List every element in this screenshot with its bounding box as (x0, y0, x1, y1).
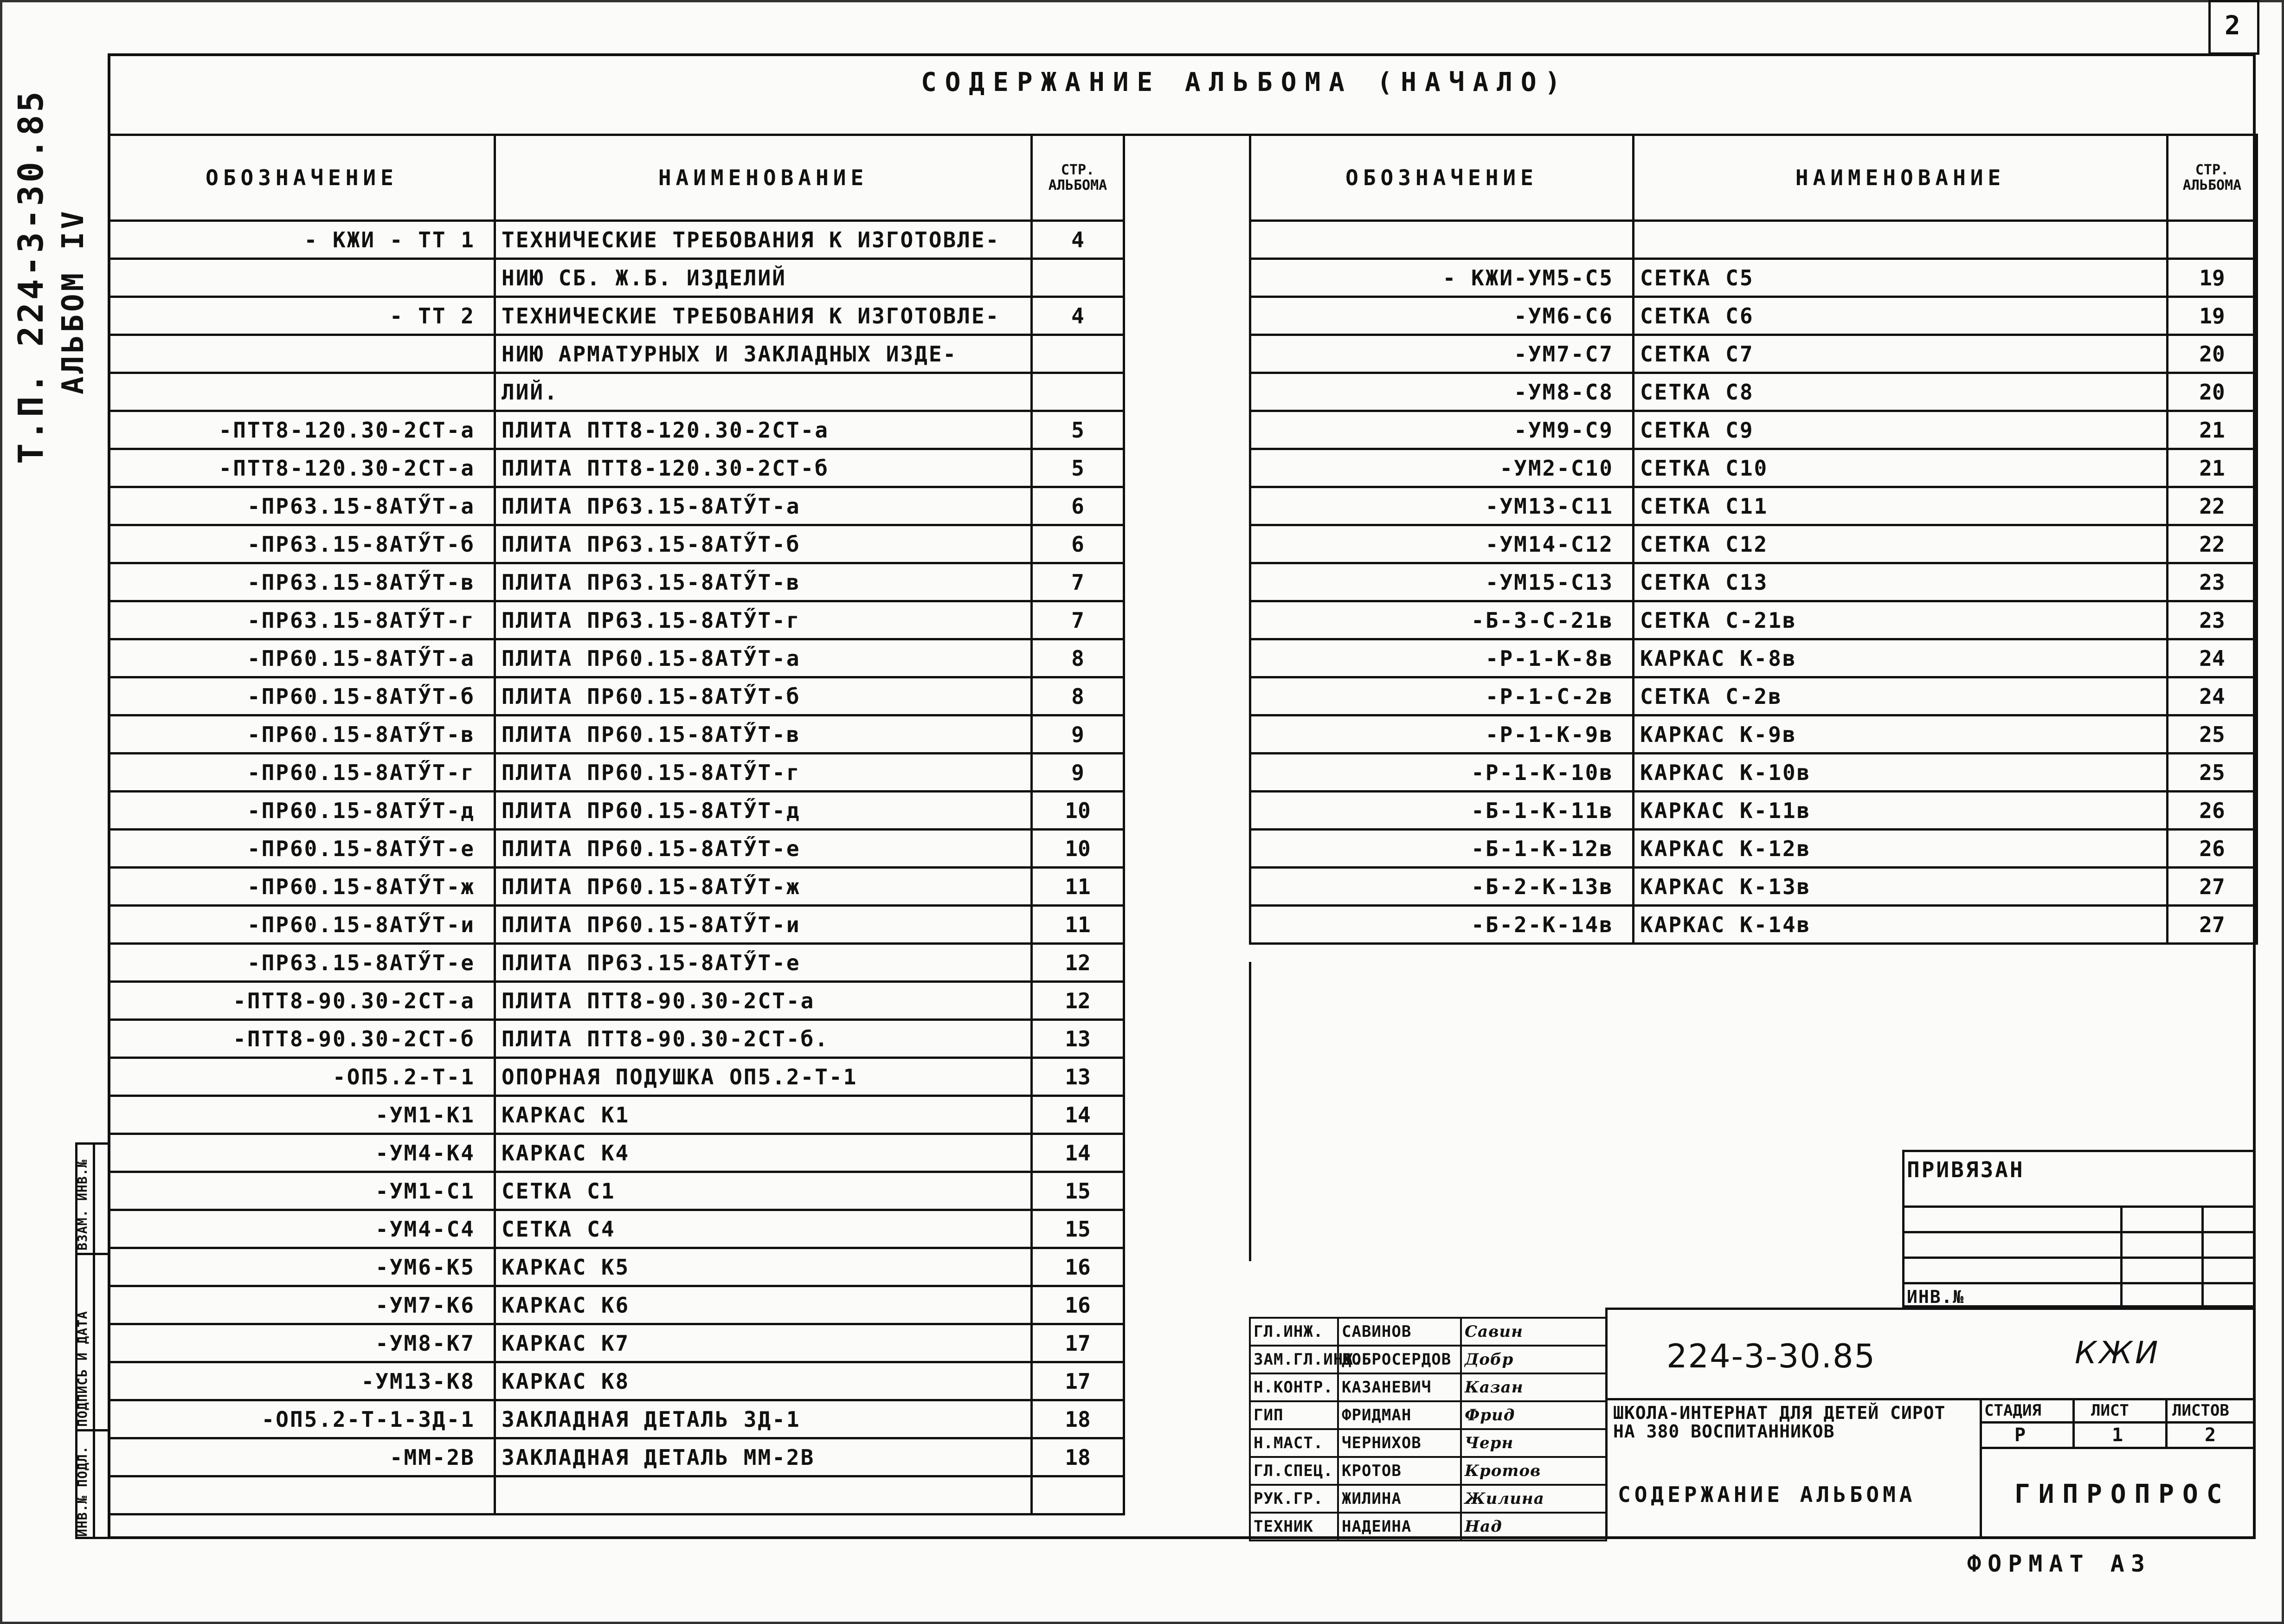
name-cell: КАРКАС К-11в (1634, 792, 2168, 830)
table-row (109, 601, 1124, 639)
page-cell: 23 (2168, 563, 2257, 601)
stamp-role: ГЛ.ИНЖ. (1250, 1318, 1338, 1346)
contents-table-left (108, 134, 1125, 1515)
table-row (1250, 373, 2257, 411)
page-cell: 12 (1032, 982, 1124, 1020)
table-row (1250, 221, 2257, 259)
name-cell: КАРКАС К1 (495, 1096, 1032, 1134)
page-cell: 11 (1032, 868, 1124, 906)
signature: Савин (1461, 1318, 1606, 1346)
name-cell: ПЛИТА ПТТ8-120.30-2СТ-а (495, 411, 1032, 449)
name-cell: СЕТКА С6 (1634, 297, 2168, 335)
stamp-role: РУК.ГР. (1250, 1485, 1338, 1513)
stamp-person: ЧЕРНИХОВ (1338, 1429, 1461, 1457)
page-cell: 8 (1032, 677, 1124, 715)
name-cell: КАРКАС К-9в (1634, 715, 2168, 754)
designation-cell (109, 335, 495, 373)
designation-cell: -ОП5.2-Т-1 (109, 1058, 495, 1096)
table-row (109, 944, 1124, 982)
sheets-value: 2 (2205, 1424, 2219, 1446)
page-cell: 10 (1032, 830, 1124, 868)
page-cell: 4 (1032, 297, 1124, 335)
table-row (109, 715, 1124, 754)
designation-cell: -ПР60.15-8АТӲТ-ж (109, 868, 495, 906)
table-row (109, 639, 1124, 677)
table-row (109, 525, 1124, 563)
designation-cell (109, 373, 495, 411)
stamp-person: ДОБРОСЕРДОВ (1338, 1346, 1461, 1373)
table-row (109, 1324, 1124, 1362)
stamp-roles (1249, 1317, 1607, 1541)
stage-value: Р (2014, 1424, 2029, 1446)
page-cell (1032, 373, 1124, 411)
designation-cell: -УМ8-С8 (1250, 373, 1634, 411)
header-name: НАИМЕНОВАНИЕ (495, 135, 1032, 221)
signature: Черн (1461, 1429, 1606, 1457)
designation-cell: -ПР60.15-8АТӲТ-б (109, 677, 495, 715)
name-cell (495, 1476, 1032, 1514)
stamp-role: ГЛ.СПЕЦ. (1250, 1457, 1338, 1485)
name-cell: СЕТКА С5 (1634, 259, 2168, 297)
table-row (109, 1400, 1124, 1438)
designation-cell: -ПР63.15-8АТӲТ-г (109, 601, 495, 639)
designation-cell: -УМ14-С12 (1250, 525, 1634, 563)
stamp-code: 224-3-30.85 (1666, 1337, 1876, 1375)
page-cell: 15 (1032, 1172, 1124, 1210)
signature: Фрид (1461, 1401, 1606, 1429)
sheet-number: 2 (2225, 11, 2243, 41)
table-row (109, 1134, 1124, 1172)
page-cell: 19 (2168, 259, 2257, 297)
page-cell: 26 (2168, 792, 2257, 830)
table-row (109, 677, 1124, 715)
page-cell: 11 (1032, 906, 1124, 944)
designation-cell: -УМ1-К1 (109, 1096, 495, 1134)
name-cell: ПЛИТА ПР60.15-8АТӲТ-а (495, 639, 1032, 677)
name-cell: СЕТКА С-21в (1634, 601, 2168, 639)
designation-cell: -Р-1-К-10в (1250, 754, 1634, 792)
page-cell: 5 (1032, 411, 1124, 449)
name-cell: ЗАКЛАДНАЯ ДЕТАЛЬ ЗД-1 (495, 1400, 1032, 1438)
name-cell: ПЛИТА ПР60.15-8АТӲТ-в (495, 715, 1032, 754)
page-cell (1032, 259, 1124, 297)
table-row (1250, 677, 2257, 715)
designation-cell: -Р-1-К-8в (1250, 639, 1634, 677)
sheet-value: 1 (2112, 1424, 2126, 1446)
page-cell: 19 (2168, 297, 2257, 335)
table-row (109, 1210, 1124, 1248)
page-cell (1032, 335, 1124, 373)
inv-label: ИНВ.№ (1907, 1287, 1965, 1307)
designation-cell: -ПТТ8-90.30-2СТ-б (109, 1020, 495, 1058)
stamp-role: Н.КОНТР. (1250, 1373, 1338, 1401)
table-row (109, 259, 1124, 297)
table-row (1250, 906, 2257, 944)
table-row (109, 411, 1124, 449)
designation-cell: -ПР60.15-8АТӲТ-г (109, 754, 495, 792)
page-cell: 21 (2168, 449, 2257, 487)
name-cell: КАРКАС К6 (495, 1286, 1032, 1324)
table-row (109, 1362, 1124, 1400)
name-cell: СЕТКА С10 (1634, 449, 2168, 487)
page-cell: 17 (1032, 1362, 1124, 1400)
page-cell: 22 (2168, 487, 2257, 525)
table-row (1250, 411, 2257, 449)
side-label-inv: ИНВ.№ ПОДЛ. (75, 1445, 90, 1537)
page-cell: 9 (1032, 715, 1124, 754)
designation-cell: -Б-1-К-12в (1250, 830, 1634, 868)
table-row (109, 754, 1124, 792)
page-cell: 13 (1032, 1058, 1124, 1096)
stamp-person: КАЗАНЕВИЧ (1338, 1373, 1461, 1401)
table-row (109, 792, 1124, 830)
name-cell: КАРКАС К-13в (1634, 868, 2168, 906)
table-row (1250, 639, 2257, 677)
table-row (109, 906, 1124, 944)
table-row (109, 1058, 1124, 1096)
name-cell: ПЛИТА ПР63.15-8АТӲТ-а (495, 487, 1032, 525)
designation-cell: -ПР60.15-8АТӲТ-д (109, 792, 495, 830)
name-cell: СЕТКА С9 (1634, 411, 2168, 449)
page-cell: 14 (1032, 1096, 1124, 1134)
page-cell: 9 (1032, 754, 1124, 792)
stamp-person: НАДЕИНА (1338, 1513, 1461, 1540)
name-cell: ПЛИТА ПР63.15-8АТӲТ-г (495, 601, 1032, 639)
name-cell: КАРКАС К7 (495, 1324, 1032, 1362)
name-cell: ПЛИТА ПТТ8-90.30-2СТ-б. (495, 1020, 1032, 1058)
designation-cell: - ТТ 2 (109, 297, 495, 335)
album-code: Т.П. 224-3-30.85 (11, 89, 51, 464)
name-cell: ПЛИТА ПР60.15-8АТӲТ-и (495, 906, 1032, 944)
table-row (1250, 792, 2257, 830)
signature: Добр (1461, 1346, 1606, 1373)
designation-cell: -УМ8-К7 (109, 1324, 495, 1362)
table-row (1250, 830, 2257, 868)
name-cell: КАРКАС К-14в (1634, 906, 2168, 944)
page-cell: 10 (1032, 792, 1124, 830)
designation-cell: -УМ2-С10 (1250, 449, 1634, 487)
name-cell: ЗАКЛАДНАЯ ДЕТАЛЬ ММ-2В (495, 1438, 1032, 1476)
page-cell: 18 (1032, 1400, 1124, 1438)
designation-cell: -УМ6-С6 (1250, 297, 1634, 335)
name-cell: ЛИЙ. (495, 373, 1032, 411)
page-cell: 13 (1032, 1020, 1124, 1058)
designation-cell: -ПР63.15-8АТӲТ-е (109, 944, 495, 982)
page-cell: 27 (2168, 868, 2257, 906)
name-cell: СЕТКА С13 (1634, 563, 2168, 601)
page-cell: 25 (2168, 715, 2257, 754)
page-cell: 16 (1032, 1286, 1124, 1324)
table-row (109, 297, 1124, 335)
designation-cell: -УМ6-К5 (109, 1248, 495, 1286)
stamp-person: ФРИДМАН (1338, 1401, 1461, 1429)
page-cell: 24 (2168, 639, 2257, 677)
page-cell: 8 (1032, 639, 1124, 677)
table-row (109, 868, 1124, 906)
table-row (109, 1248, 1124, 1286)
table-row (1250, 868, 2257, 906)
page-cell (2168, 221, 2257, 259)
page-cell: 15 (1032, 1210, 1124, 1248)
stamp-role-row (1250, 1318, 1606, 1346)
name-cell: ТЕХНИЧЕСКИЕ ТРЕБОВАНИЯ К ИЗГОТОВЛЕ- (495, 221, 1032, 259)
table-row (1250, 335, 2257, 373)
designation-cell: -УМ13-С11 (1250, 487, 1634, 525)
table-row (109, 487, 1124, 525)
side-label-replace: ВЗАМ. ИНВ.№ (75, 1159, 90, 1250)
page-cell: 20 (2168, 335, 2257, 373)
designation-cell: -ПР63.15-8АТӲТ-в (109, 563, 495, 601)
stamp-role: Н.МАСТ. (1250, 1429, 1338, 1457)
sheet-label: ЛИСТ (2091, 1401, 2129, 1420)
signature: Кротов (1461, 1457, 1606, 1485)
table-row (109, 1020, 1124, 1058)
designation-cell: -УМ4-К4 (109, 1134, 495, 1172)
table-row (1250, 715, 2257, 754)
table-row (109, 221, 1124, 259)
name-cell: КАРКАС К5 (495, 1248, 1032, 1286)
designation-cell: -УМ1-С1 (109, 1172, 495, 1210)
table-row (1250, 259, 2257, 297)
table-row (1250, 487, 2257, 525)
page-cell: 24 (2168, 677, 2257, 715)
page-cell: 14 (1032, 1134, 1124, 1172)
table-row (1250, 449, 2257, 487)
table-row (1250, 563, 2257, 601)
page-cell: 20 (2168, 373, 2257, 411)
designation-cell: -УМ7-С7 (1250, 335, 1634, 373)
page-cell: 18 (1032, 1438, 1124, 1476)
stamp-role-row (1250, 1485, 1606, 1513)
stamp-sheet-title: СОДЕРЖАНИЕ АЛЬБОМА (1618, 1482, 1916, 1507)
stamp-person: ЖИЛИНА (1338, 1485, 1461, 1513)
stamp-role-row (1250, 1401, 1606, 1429)
page-cell: 6 (1032, 525, 1124, 563)
table-row (109, 449, 1124, 487)
album-volume: АЛЬБОМ IV (56, 208, 90, 394)
name-cell (1634, 221, 2168, 259)
designation-cell: -ПТТ8-120.30-2СТ-а (109, 411, 495, 449)
name-cell: ПЛИТА ПР60.15-8АТӲТ-г (495, 754, 1032, 792)
page-cell: 17 (1032, 1324, 1124, 1362)
name-cell: КАРКАС К-8в (1634, 639, 2168, 677)
designation-cell: -ММ-2В (109, 1438, 495, 1476)
format-label: ФОРМАТ А3 (1967, 1550, 2151, 1577)
page-cell: 4 (1032, 221, 1124, 259)
stamp-person: САВИНОВ (1338, 1318, 1461, 1346)
table-row (109, 830, 1124, 868)
name-cell: ПЛИТА ПР60.15-8АТӲТ-б (495, 677, 1032, 715)
designation-cell: -Б-3-С-21в (1250, 601, 1634, 639)
name-cell: НИЮ СБ. Ж.Б. ИЗДЕЛИЙ (495, 259, 1032, 297)
name-cell: ПЛИТА ПР60.15-8АТӲТ-д (495, 792, 1032, 830)
name-cell: КАРКАС К-12в (1634, 830, 2168, 868)
name-cell: СЕТКА С12 (1634, 525, 2168, 563)
designation-cell: -ПР60.15-8АТӲТ-и (109, 906, 495, 944)
privyazan-block (1902, 1150, 2256, 1308)
stamp-role-row (1250, 1513, 1606, 1540)
table-row (109, 1476, 1124, 1514)
privyazan-label: ПРИВЯЗАН (1907, 1157, 2025, 1182)
designation-cell: -ПР60.15-8АТӲТ-а (109, 639, 495, 677)
title-block (1249, 1308, 2256, 1539)
signature: Над (1461, 1513, 1606, 1540)
header-name-right: НАИМЕНОВАНИЕ (1634, 135, 2168, 221)
table-row (109, 373, 1124, 411)
page-cell: 5 (1032, 449, 1124, 487)
page-cell: 7 (1032, 563, 1124, 601)
designation-cell: -ПР60.15-8АТӲТ-е (109, 830, 495, 868)
name-cell: ПЛИТА ПР60.15-8АТӲТ-ж (495, 868, 1032, 906)
name-cell: СЕТКА С-2в (1634, 677, 2168, 715)
table-row (109, 982, 1124, 1020)
header-designation: ОБОЗНАЧЕНИЕ (109, 135, 495, 221)
page-cell: 22 (2168, 525, 2257, 563)
page-cell: 27 (2168, 906, 2257, 944)
page-cell: 12 (1032, 944, 1124, 982)
name-cell: НИЮ АРМАТУРНЫХ И ЗАКЛАДНЫХ ИЗДЕ- (495, 335, 1032, 373)
designation-cell: -Р-1-С-2в (1250, 677, 1634, 715)
header-page-right: СТР. АЛЬБОМА (2168, 135, 2257, 221)
page-cell: 16 (1032, 1248, 1124, 1286)
stamp-mark: КЖИ (2075, 1335, 2161, 1371)
name-cell: СЕТКА С7 (1634, 335, 2168, 373)
name-cell: СЕТКА С11 (1634, 487, 2168, 525)
designation-cell: - КЖИ-УМ5-С5 (1250, 259, 1634, 297)
name-cell: ПЛИТА ПТТ8-90.30-2СТ-а (495, 982, 1032, 1020)
designation-cell: -Б-2-К-14в (1250, 906, 1634, 944)
name-cell: ПЛИТА ПТТ8-120.30-2СТ-б (495, 449, 1032, 487)
designation-cell: - КЖИ - ТТ 1 (109, 221, 495, 259)
side-label-sign: ПОДПИСЬ И ДАТА (75, 1310, 90, 1427)
designation-cell (1250, 221, 1634, 259)
page-title: СОДЕРЖАНИЕ АЛЬБОМА (НАЧАЛО) (921, 67, 1569, 97)
name-cell: ПЛИТА ПР60.15-8АТӲТ-е (495, 830, 1032, 868)
stamp-role: ГИП (1250, 1401, 1338, 1429)
name-cell: КАРКАС К4 (495, 1134, 1032, 1172)
designation-cell: -ПР60.15-8АТӲТ-в (109, 715, 495, 754)
designation-cell: -УМ15-С13 (1250, 563, 1634, 601)
table-row (1250, 525, 2257, 563)
designation-cell (109, 1476, 495, 1514)
designation-cell: -УМ13-К8 (109, 1362, 495, 1400)
signature: Жилина (1461, 1485, 1606, 1513)
designation-cell: -ПТТ8-120.30-2СТ-а (109, 449, 495, 487)
name-cell: ПЛИТА ПР63.15-8АТӲТ-б (495, 525, 1032, 563)
table-row (1250, 297, 2257, 335)
contents-table-right (1249, 134, 2258, 945)
sheets-label: ЛИСТОВ (2172, 1401, 2229, 1420)
page-cell: 6 (1032, 487, 1124, 525)
name-cell: ТЕХНИЧЕСКИЕ ТРЕБОВАНИЯ К ИЗГОТОВЛЕ- (495, 297, 1032, 335)
table-row (1250, 601, 2257, 639)
designation-cell: -УМ7-К6 (109, 1286, 495, 1324)
name-cell: ОПОРНАЯ ПОДУШКА ОП5.2-Т-1 (495, 1058, 1032, 1096)
name-cell: СЕТКА С8 (1634, 373, 2168, 411)
name-cell: ПЛИТА ПР63.15-8АТӲТ-в (495, 563, 1032, 601)
table-row (109, 563, 1124, 601)
table-row (109, 1286, 1124, 1324)
table-row (109, 1172, 1124, 1210)
designation-cell: -УМ4-С4 (109, 1210, 495, 1248)
page-cell: 21 (2168, 411, 2257, 449)
stamp-org: ГИПРОПРОС (2014, 1479, 2231, 1509)
stamp-role-row (1250, 1457, 1606, 1485)
name-cell: ПЛИТА ПР63.15-8АТӲТ-е (495, 944, 1032, 982)
stamp-role: ТЕХНИК (1250, 1513, 1338, 1540)
designation-cell: -ОП5.2-Т-1-ЗД-1 (109, 1400, 495, 1438)
name-cell: СЕТКА С1 (495, 1172, 1032, 1210)
page-cell: 25 (2168, 754, 2257, 792)
table-row (109, 335, 1124, 373)
table-row (109, 1438, 1124, 1476)
stamp-role-row (1250, 1346, 1606, 1373)
designation-cell: -ПТТ8-90.30-2СТ-а (109, 982, 495, 1020)
designation-cell: -Б-1-К-11в (1250, 792, 1634, 830)
header-page: СТР. АЛЬБОМА (1032, 135, 1124, 221)
page-cell (1032, 1476, 1124, 1514)
page-cell: 7 (1032, 601, 1124, 639)
designation-cell: -ПР63.15-8АТӲТ-а (109, 487, 495, 525)
header-designation-right: ОБОЗНАЧЕНИЕ (1250, 135, 1634, 221)
designation-cell (109, 259, 495, 297)
page-cell: 23 (2168, 601, 2257, 639)
table-row (109, 1096, 1124, 1134)
designation-cell: -Р-1-К-9в (1250, 715, 1634, 754)
name-cell: КАРКАС К-10в (1634, 754, 2168, 792)
designation-cell: -ПР63.15-8АТӲТ-б (109, 525, 495, 563)
designation-cell: -УМ9-С9 (1250, 411, 1634, 449)
page-cell: 26 (2168, 830, 2257, 868)
stamp-role-row (1250, 1429, 1606, 1457)
stamp-project: ШКОЛА-ИНТЕРНАТ ДЛЯ ДЕТЕЙ СИРОТ НА 380 ВОСПИТАННИКОВ (1613, 1403, 1946, 1442)
name-cell: КАРКАС К8 (495, 1362, 1032, 1400)
stamp-role: ЗАМ.ГЛ.ИНЖ. (1250, 1346, 1338, 1373)
signature: Казан (1461, 1373, 1606, 1401)
stamp-person: КРОТОВ (1338, 1457, 1461, 1485)
stage-label: СТАДИЯ (1984, 1401, 2041, 1420)
table-row (1250, 754, 2257, 792)
name-cell: СЕТКА С4 (495, 1210, 1032, 1248)
designation-cell: -Б-2-К-13в (1250, 868, 1634, 906)
stamp-role-row (1250, 1373, 1606, 1401)
